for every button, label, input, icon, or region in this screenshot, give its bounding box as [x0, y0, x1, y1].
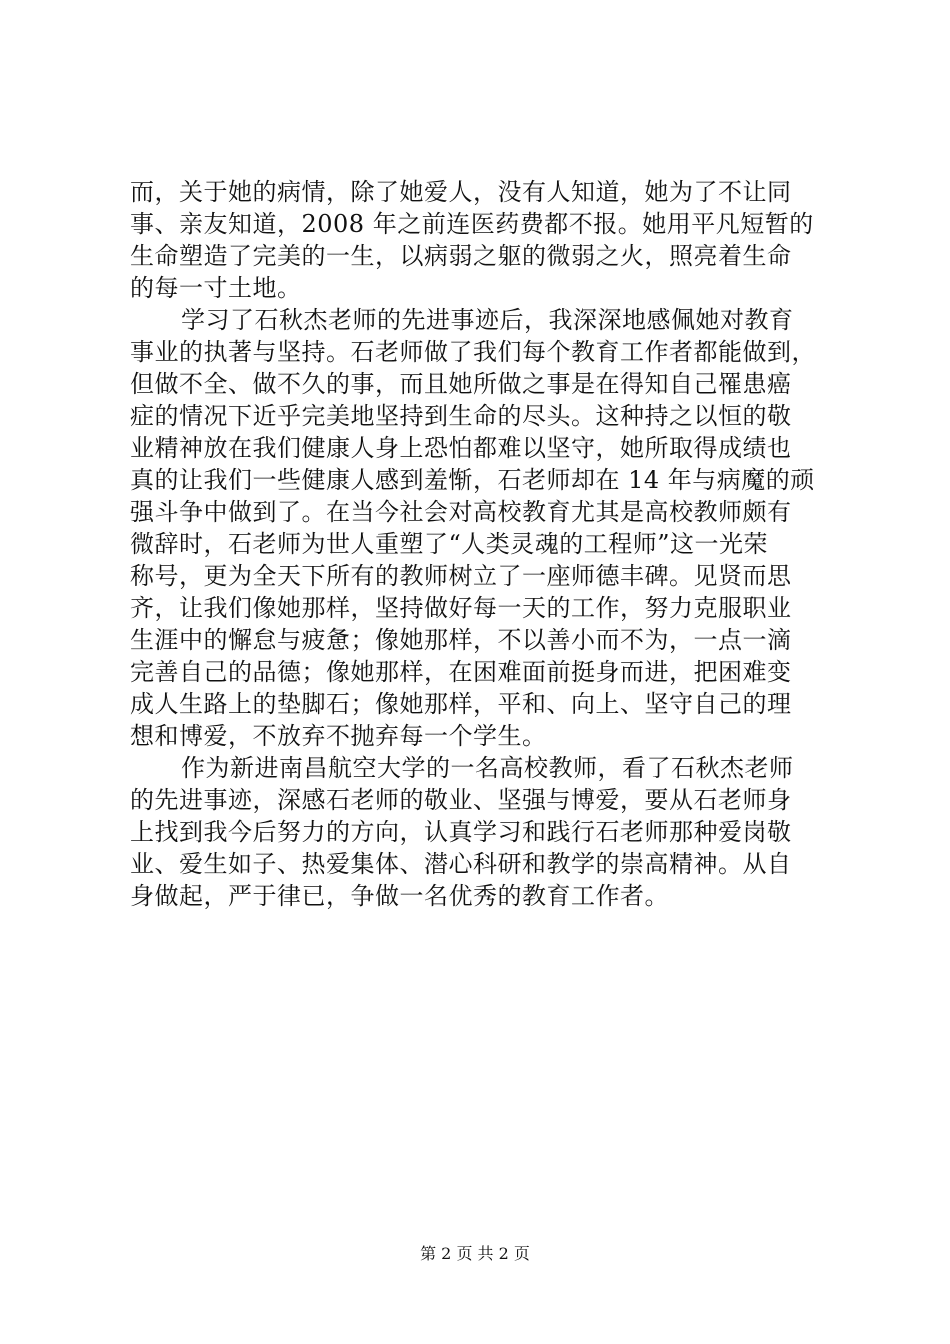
text-line: 齐，让我们像她那样，坚持做好每一天的工作，努力克服职业	[130, 594, 792, 622]
text-line: 业精神放在我们健康人身上恐怕都难以坚守，她所取得成绩也	[130, 434, 792, 462]
text-line: 生命塑造了完美的一生，以病弱之躯的微弱之火，照亮着生命	[130, 242, 792, 270]
text-line: 事、亲友知道，2008 年之前连医药费都不报。她用平凡短暂的	[130, 210, 814, 238]
text-line: 微辞时，石老师为世人重塑了“人类灵魂的工程师”这一光荣	[130, 530, 769, 558]
paragraph-3	[130, 752, 830, 912]
text-line: 事业的执著与坚持。石老师做了我们每个教育工作者都能做到，	[130, 338, 816, 366]
text-line: 身做起，严于律已，争做一名优秀的教育工作者。	[130, 882, 669, 910]
paragraph-2	[130, 304, 830, 752]
text-line: 上找到我今后努力的方向，认真学习和践行石老师那种爱岗敬	[130, 818, 792, 846]
text-line: 症的情况下近乎完美地坚持到生命的尽头。这种持之以恒的敬	[130, 402, 792, 430]
text-line: 生涯中的懈怠与疲惫；像她那样，不以善小而不为，一点一滴	[130, 626, 792, 654]
text-line: 业、爱生如子、热爱集体、潜心科研和教学的崇高精神。从自	[130, 850, 792, 878]
document-body	[130, 176, 830, 912]
text-line: 称号，更为全天下所有的教师树立了一座师德丰碑。见贤而思	[130, 562, 792, 590]
text-line: 作为新进南昌航空大学的一名高校教师，看了石秋杰老师	[181, 754, 794, 782]
text-line: 的先进事迹，深感石老师的敬业、坚强与博爱，要从石老师身	[130, 786, 792, 814]
text-line: 而，关于她的病情，除了她爱人，没有人知道，她为了不让同	[130, 178, 792, 206]
text-line: 的每一寸土地。	[130, 274, 302, 302]
text-line: 强斗争中做到了。在当今社会对高校教育尤其是高校教师颇有	[130, 498, 792, 526]
page-number-footer: 第 2 页 共 2 页	[420, 1244, 530, 1263]
text-line: 成人生路上的垫脚石；像她那样，平和、向上、坚守自己的理	[130, 690, 792, 718]
text-line: 但做不全、做不久的事，而且她所做之事是在得知自己罹患癌	[130, 370, 792, 398]
text-line: 真的让我们一些健康人感到羞惭，石老师却在 14 年与病魔的顽	[130, 466, 815, 494]
paragraph-1	[130, 176, 830, 304]
text-line: 想和博爱，不放弃不抛弃每一个学生。	[130, 722, 547, 750]
text-line: 完善自己的品德；像她那样，在困难面前挺身而进，把困难变	[130, 658, 792, 686]
text-line: 学习了石秋杰老师的先进事迹后，我深深地感佩她对教育	[181, 306, 794, 334]
